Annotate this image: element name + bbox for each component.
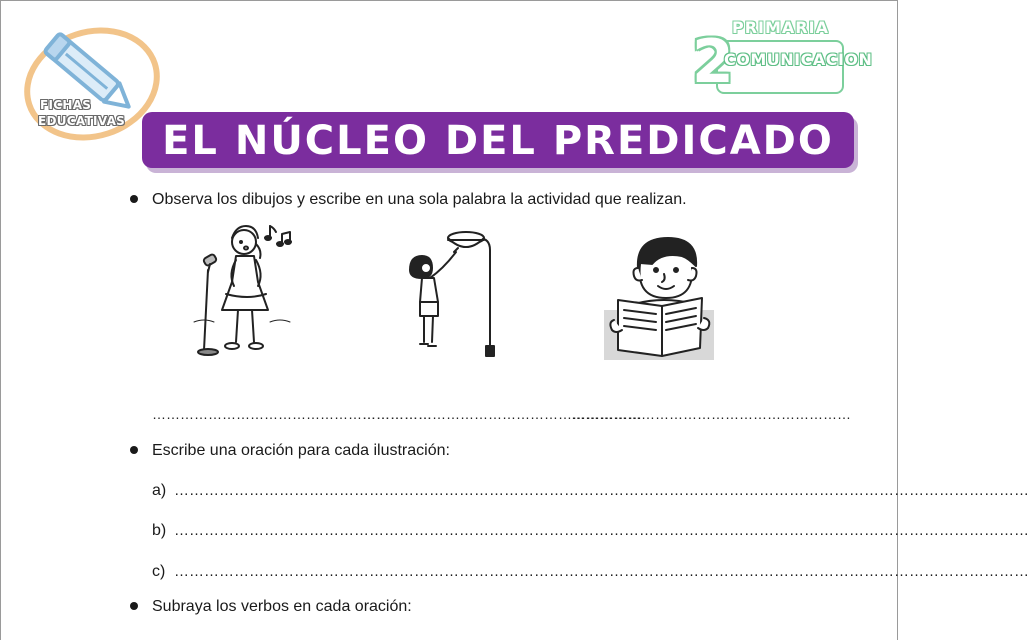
boy-reading-illustration <box>604 234 714 360</box>
boy-reading-icon <box>604 234 714 360</box>
instruction-underline <box>130 597 412 617</box>
sentence-line-c[interactable] <box>152 562 1029 582</box>
sentence-label: b) <box>152 522 167 539</box>
answer-line-1[interactable]: …………………………………………………… <box>152 406 432 422</box>
logo-line-1: FICHAS <box>40 98 92 112</box>
answer-line-2[interactable]: …………………………………………………… <box>362 406 642 422</box>
instruction-observe <box>130 190 687 210</box>
girl-singing-illustration <box>186 220 298 360</box>
sentence-dots[interactable]: ……………………………………………………………………………………………………………………………………………………… <box>174 482 1029 499</box>
instruction-observe-text: Observa los dibujos y escribe en una sola palabra la actividad que realizan. <box>152 191 687 208</box>
bullet-icon <box>130 602 138 610</box>
sentence-label: c) <box>152 563 166 580</box>
answer-line-3[interactable]: …………………………………………………… <box>571 406 851 422</box>
badge-subject: COMUNICACION <box>724 50 873 69</box>
badge-level: PRIMARIA <box>732 18 829 37</box>
girl-singing-icon <box>186 220 298 360</box>
instruction-write-text: Escribe una oración para cada ilustración: <box>152 442 450 459</box>
sentence-dots[interactable]: ……………………………………………………………………………………………………………………………………………………… <box>174 522 1029 539</box>
girl-reaching-lamp-illustration <box>400 224 506 360</box>
sentence-line-a[interactable] <box>152 481 1029 501</box>
page-title: EL NÚCLEO DEL PREDICADO <box>162 118 834 164</box>
bullet-icon <box>130 446 138 454</box>
sentence-label: a) <box>152 482 167 499</box>
instruction-underline-text: Subraya los verbos en cada oración: <box>152 598 412 615</box>
logo-line-2: EDUCATIVAS <box>38 114 126 128</box>
sentence-line-b[interactable] <box>152 521 1029 541</box>
instruction-write <box>130 441 450 461</box>
badge-grade: 2 <box>692 27 734 97</box>
girl-reaching-lamp-icon <box>400 224 506 360</box>
title-banner <box>142 112 854 168</box>
grade-badge <box>688 18 873 102</box>
sentence-dots[interactable]: ……………………………………………………………………………………………………………………………………………………… <box>174 563 1029 580</box>
bullet-icon <box>130 195 138 203</box>
